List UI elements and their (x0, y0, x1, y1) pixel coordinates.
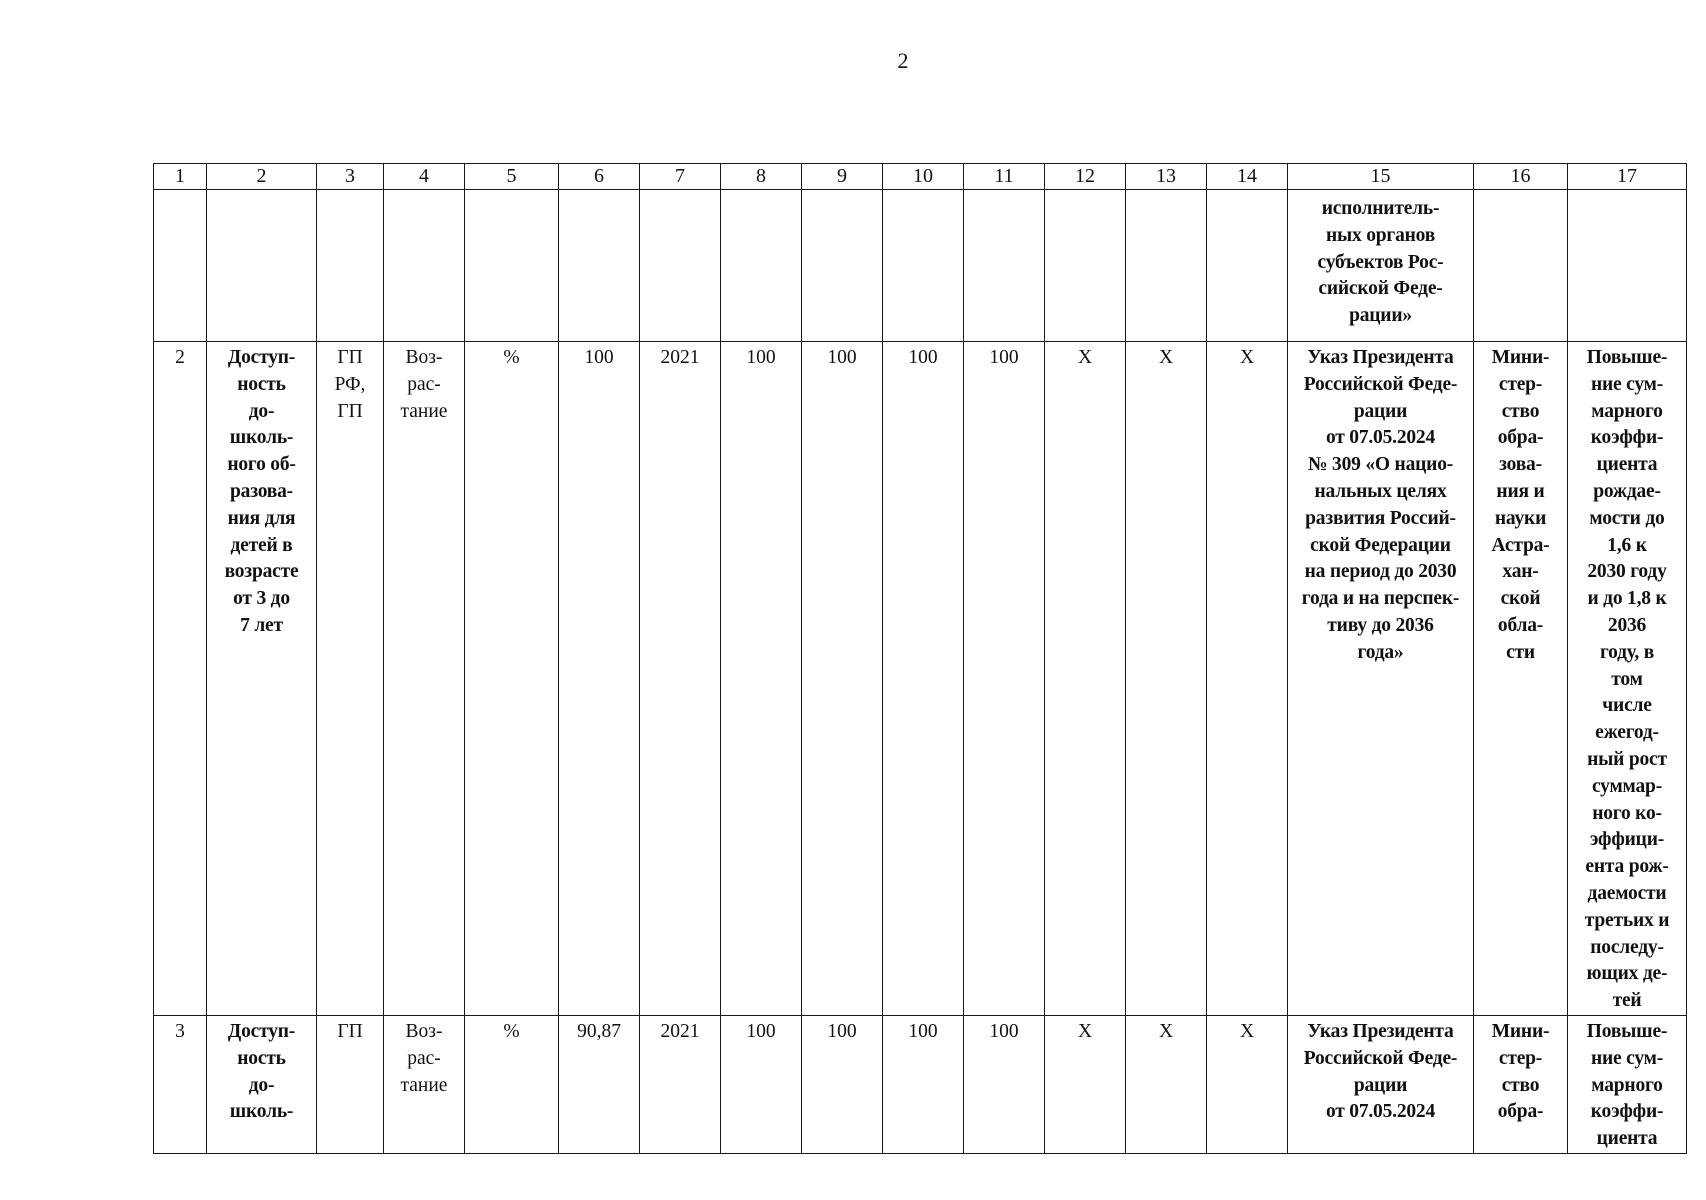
table-cell-col-5 (465, 1015, 559, 1153)
cell-text: % (503, 347, 520, 368)
table-cell-col-7 (640, 190, 721, 342)
table-cell-col-11 (964, 342, 1045, 1016)
table-cell-col-9 (802, 342, 883, 1016)
table-cell-col-10 (883, 190, 964, 342)
column-number-13: 13 (1126, 164, 1207, 190)
cell-text: X (1077, 347, 1093, 368)
cell-text: 100 (827, 347, 857, 368)
cell-text: Указ Президента Российской Феде- рации от 07.05.2024 № 309 «О нацио- нальных целях развития Россий- ской Федерации на период до 2030 года и на перспек- тиву до 2036 года» (1301, 347, 1460, 663)
column-number-14: 14 (1207, 164, 1288, 190)
cell-text: 2 (175, 347, 185, 368)
table-cell-col-17 (1568, 342, 1687, 1016)
table-cell-col-13 (1126, 342, 1207, 1016)
cell-text: 100 (908, 1020, 938, 1042)
cell-text: исполнитель- ных органов субъектов Рос- сийской Феде- рации» (1317, 198, 1444, 327)
table-cell-col-5 (465, 342, 559, 1016)
cell-text: ГП РФ, ГП (334, 347, 366, 422)
cell-text: Доступ- ность до- школь- ного об- разова- ния для детей в возрасте от 3 до 7 лет (224, 347, 299, 636)
column-number-row (154, 164, 1687, 190)
column-number-7: 7 (640, 164, 721, 190)
table-row-continuation (154, 190, 1687, 342)
table-cell-col-1 (154, 1015, 207, 1153)
column-number-9: 9 (802, 164, 883, 190)
table-cell-col-15 (1288, 1015, 1474, 1153)
table-cell-col-11 (964, 1015, 1045, 1153)
table-cell-col-17 (1568, 190, 1687, 342)
cell-text: X (1158, 347, 1174, 368)
cell-text: X (1077, 1020, 1093, 1042)
column-number-17: 17 (1568, 164, 1687, 190)
table-cell-col-5 (465, 190, 559, 342)
cell-text: 100 (584, 347, 614, 368)
indicators-table (153, 163, 1687, 1154)
cell-text: 3 (175, 1020, 185, 1042)
table-cell-col-7 (640, 342, 721, 1016)
column-number-2: 2 (207, 164, 317, 190)
column-number-12: 12 (1045, 164, 1126, 190)
cell-text: X (1239, 347, 1255, 368)
table-cell-col-13 (1126, 1015, 1207, 1153)
table-cell-col-3 (317, 1015, 384, 1153)
table-row-indicator-2 (154, 342, 1687, 1016)
table-cell-col-12 (1045, 1015, 1126, 1153)
table-cell-col-1 (154, 342, 207, 1016)
table-cell-col-8 (721, 190, 802, 342)
column-number-8: 8 (721, 164, 802, 190)
page-number: 2 (897, 48, 909, 73)
table-cell-col-2 (207, 190, 317, 342)
table-cell-col-14 (1207, 190, 1288, 342)
cell-text: Повыше- ние сум- марного коэффи- циента рождае- мости до 1,6 к 2030 году и до 1,8 к 2036 году, в том числе ежегод- ный рост суммар- ного ко- эффици- ента рож- даемости третьих и последу- ющих де- тей (1584, 347, 1670, 1012)
cell-text: Воз- рас- тание (400, 347, 448, 422)
column-number-5: 5 (465, 164, 559, 190)
cell-text: X (1239, 1020, 1255, 1042)
table-cell-col-14 (1207, 342, 1288, 1016)
table-cell-col-3 (317, 190, 384, 342)
table-cell-col-7 (640, 1015, 721, 1153)
table-cell-col-2 (207, 342, 317, 1016)
cell-text: 2021 (660, 347, 700, 368)
cell-text: Мини- стер- ство обра- (1491, 1020, 1550, 1123)
table-cell-col-2 (207, 1015, 317, 1153)
table-cell-col-10 (883, 342, 964, 1016)
table-row-indicator-3 (154, 1015, 1687, 1153)
table-cell-col-17 (1568, 1015, 1687, 1153)
column-number-16: 16 (1474, 164, 1568, 190)
table-cell-col-3 (317, 342, 384, 1016)
table-cell-col-15 (1288, 342, 1474, 1016)
table-cell-col-12 (1045, 190, 1126, 342)
column-number-11: 11 (964, 164, 1045, 190)
column-number-4: 4 (384, 164, 465, 190)
table-cell-col-9 (802, 1015, 883, 1153)
table-cell-col-16 (1474, 342, 1568, 1016)
cell-text: Указ Президента Российской Феде- рации от 07.05.2024 (1303, 1020, 1458, 1123)
table-cell-col-16 (1474, 190, 1568, 342)
cell-text: 2021 (660, 1020, 700, 1042)
table-cell-col-6 (559, 190, 640, 342)
table-cell-col-11 (964, 190, 1045, 342)
column-number-15: 15 (1288, 164, 1474, 190)
table-cell-col-4 (384, 1015, 465, 1153)
table-cell-col-15 (1288, 190, 1474, 342)
table-body (154, 190, 1687, 1154)
table-cell-col-4 (384, 342, 465, 1016)
cell-text: Повыше- ние сум- марного коэффи- циента (1586, 1020, 1668, 1150)
table-cell-col-10 (883, 1015, 964, 1153)
cell-text: 100 (989, 347, 1019, 368)
table-cell-col-14 (1207, 1015, 1288, 1153)
table-cell-col-16 (1474, 1015, 1568, 1153)
cell-text: 90,87 (577, 1020, 621, 1042)
column-number-6: 6 (559, 164, 640, 190)
table-cell-col-8 (721, 342, 802, 1016)
column-number-10: 10 (883, 164, 964, 190)
table-cell-col-9 (802, 190, 883, 342)
cell-text: ГП (337, 1020, 363, 1042)
column-number-3: 3 (317, 164, 384, 190)
cell-text: Доступ- ность до- школь- (227, 1020, 296, 1123)
column-number-1: 1 (154, 164, 207, 190)
table-cell-col-6 (559, 1015, 640, 1153)
table-cell-col-1 (154, 190, 207, 342)
cell-text: Мини- стер- ство обра- зова- ния и науки Астра- хан- ской обла- сти (1491, 347, 1550, 663)
cell-text: 100 (827, 1020, 857, 1042)
table-cell-col-4 (384, 190, 465, 342)
cell-text: 100 (908, 347, 938, 368)
table-cell-col-8 (721, 1015, 802, 1153)
cell-text: 100 (746, 1020, 776, 1042)
cell-text: X (1158, 1020, 1174, 1042)
cell-text: 100 (746, 347, 776, 368)
cell-text: Воз- рас- тание (400, 1020, 448, 1096)
cell-text: % (503, 1020, 520, 1042)
table-cell-col-12 (1045, 342, 1126, 1016)
table-cell-col-6 (559, 342, 640, 1016)
cell-text: 100 (989, 1020, 1019, 1042)
table-cell-col-13 (1126, 190, 1207, 342)
